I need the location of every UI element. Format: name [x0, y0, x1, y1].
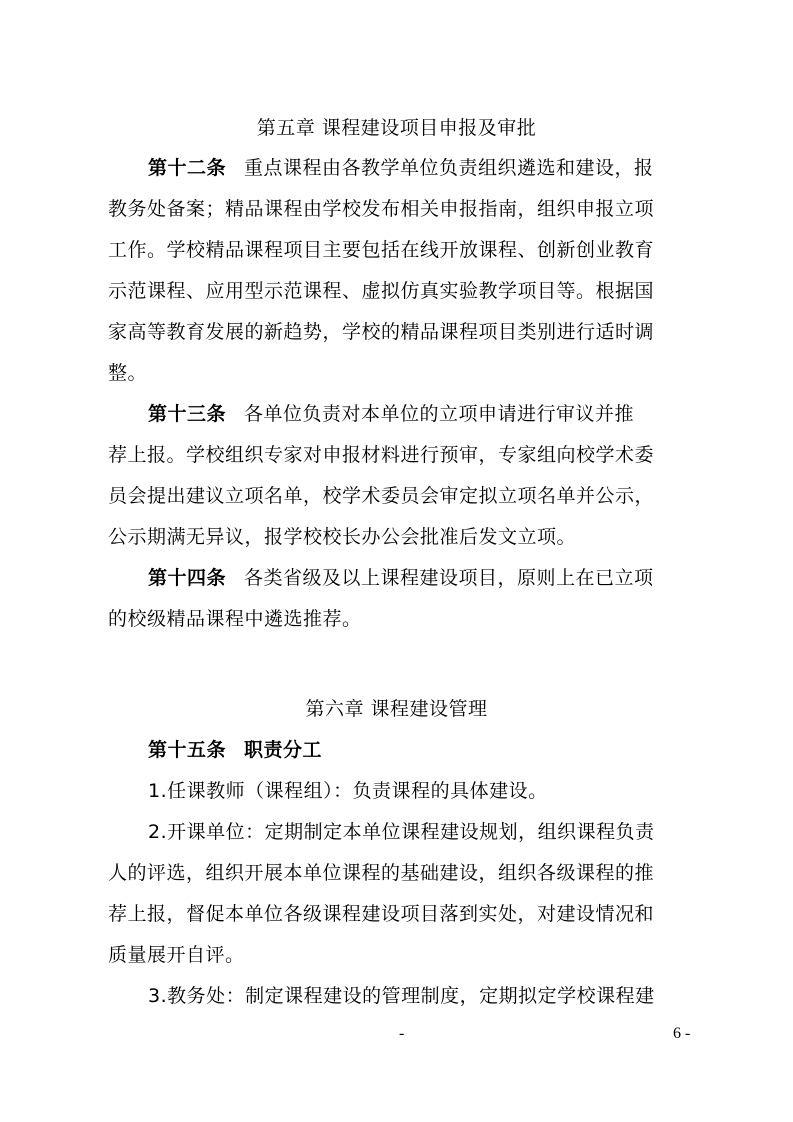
article-12-text: 重点课程由各教学单位负责组织遴选和建设，报 — [244, 157, 654, 179]
article-14-text: 各类省级及以上课程建设项目，原则上在已立项 — [244, 567, 654, 589]
article-12-line: 教务处备案；精品课程由学校发布相关申报指南，组织申报立项 — [108, 198, 655, 220]
article-15-label: 第十五条 — [148, 739, 227, 761]
article-12-line: 家高等教育发展的新趋势，学校的精品课程项目类别进行适时调 — [108, 321, 655, 343]
article-14-line: 的校级精品课程中遴选推荐。 — [108, 608, 362, 630]
duty-item-1: 1.任课教师（课程组）：负责课程的具体建设。 — [148, 780, 548, 802]
chapter-6-title: 第六章 课程建设管理 — [305, 698, 488, 720]
article-13-line: 荐上报。学校组织专家对申报材料进行预审，专家组向校学术委 — [108, 444, 655, 466]
footer-dash: - — [399, 1025, 405, 1042]
article-15-line — [148, 738, 322, 762]
duty-item-3: 3.教务处：制定课程建设的管理制度，定期拟定学校课程建 — [148, 985, 655, 1007]
article-14-label: 第十四条 — [148, 567, 227, 589]
article-13-line: 员会提出建议立项名单，校学术委员会审定拟立项名单并公示， — [108, 485, 655, 507]
page-number: 6 - — [673, 1025, 691, 1042]
article-13-label: 第十三条 — [148, 403, 227, 425]
duty-item-2-line: 质量展开自评。 — [108, 944, 245, 966]
duty-item-2-line: 人的评选，组织开展本单位课程的基础建设，组织各级课程的推 — [108, 862, 655, 884]
article-12-first-line — [148, 156, 654, 180]
duty-item-2-line: 荐上报，督促本单位各级课程建设项目落到实处，对建设情况和 — [108, 903, 655, 925]
article-12-label: 第十二条 — [148, 157, 227, 179]
article-13-first-line — [148, 402, 634, 426]
article-12-line: 示范课程、应用型示范课程、虚拟仿真实验教学项目等。根据国 — [108, 280, 655, 302]
article-12-line: 工作。学校精品课程项目主要包括在线开放课程、创新创业教育 — [108, 239, 655, 261]
article-14-first-line — [148, 566, 654, 590]
chapter-5-title: 第五章 课程建设项目申报及审批 — [256, 117, 537, 139]
duty-item-2: 2.开课单位：定期制定本单位课程建设规划，组织课程负责 — [148, 821, 655, 843]
article-15-heading: 职责分工 — [244, 739, 323, 761]
article-13-text: 各单位负责对本单位的立项申请进行审议并推 — [244, 403, 635, 425]
article-13-line: 公示期满无异议，报学校校长办公会批准后发文立项。 — [108, 526, 577, 548]
article-12-line: 整。 — [108, 362, 148, 384]
